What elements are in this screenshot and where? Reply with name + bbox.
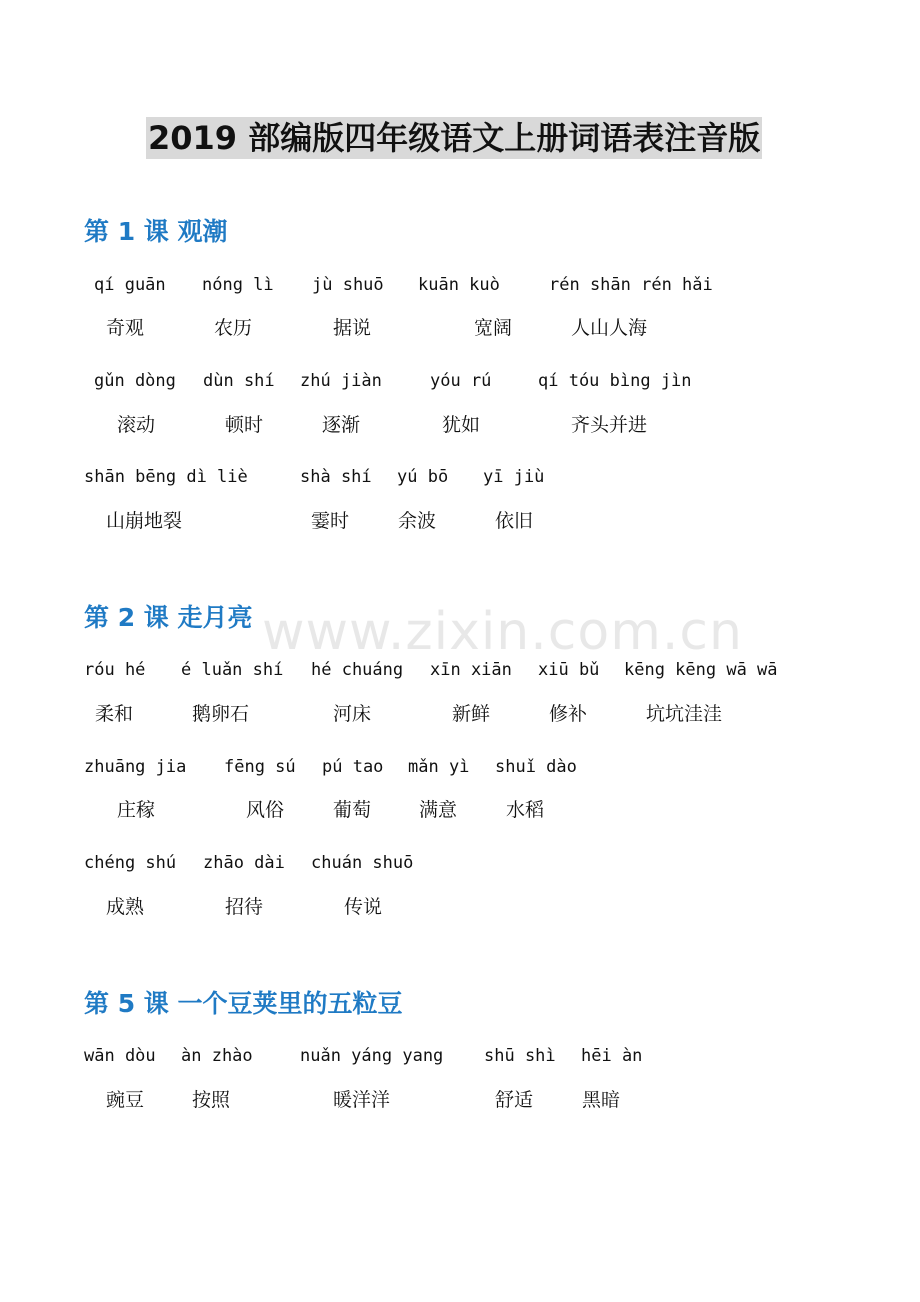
- pinyin: nuǎn yáng yang: [300, 1046, 444, 1066]
- pinyin: zhāo dài: [203, 853, 285, 873]
- pinyin: kuān kuò: [418, 275, 500, 295]
- word: 宽阔: [474, 317, 513, 339]
- word: 新鲜: [452, 703, 491, 725]
- word: 霎时: [311, 510, 350, 532]
- pinyin: àn zhào: [181, 1046, 253, 1066]
- pinyin: kēng kēng wā wā: [624, 660, 778, 680]
- word: 依旧: [495, 510, 534, 532]
- pinyin: shān bēng dì liè: [84, 467, 248, 487]
- pinyin: shuǐ dào: [495, 757, 577, 777]
- pinyin: yī jiù: [483, 467, 545, 487]
- word: 黑暗: [582, 1089, 621, 1111]
- word: 招待: [225, 896, 264, 918]
- pinyin: hé chuáng: [311, 660, 404, 680]
- pinyin: qí guān: [94, 275, 166, 295]
- pinyin: shū shì: [484, 1046, 556, 1066]
- word: 奇观: [106, 317, 145, 339]
- word: 坑坑洼洼: [646, 703, 723, 725]
- word: 传说: [344, 896, 383, 918]
- word: 成熟: [106, 896, 145, 918]
- pinyin: zhuāng jia: [84, 757, 187, 777]
- pinyin: gǔn dòng: [94, 371, 176, 391]
- word: 顿时: [225, 414, 264, 436]
- pinyin: é luǎn shí: [181, 660, 284, 680]
- word: 鹅卵石: [192, 703, 250, 725]
- word: 柔和: [95, 703, 134, 725]
- pinyin: xiū bǔ: [538, 660, 600, 680]
- word: 满意: [419, 799, 458, 821]
- pinyin: nóng lì: [202, 275, 274, 295]
- word: 水稻: [506, 799, 545, 821]
- word: 滚动: [117, 414, 156, 436]
- lesson-heading: 第 2 课 走月亮: [84, 603, 253, 632]
- word: 齐头并进: [571, 414, 648, 436]
- page-title: 2019 部编版四年级语文上册词语表注音版: [148, 119, 761, 157]
- word: 逐渐: [322, 414, 361, 436]
- pinyin: jù shuō: [312, 275, 384, 295]
- word: 犹如: [442, 414, 481, 436]
- pinyin: dùn shí: [203, 371, 275, 391]
- pinyin: xīn xiān: [430, 660, 512, 680]
- word: 葡萄: [333, 799, 372, 821]
- word: 舒适: [495, 1089, 534, 1111]
- pinyin: yú bō: [397, 467, 449, 487]
- pinyin: mǎn yì: [408, 757, 470, 777]
- word: 豌豆: [106, 1089, 145, 1111]
- pinyin: pú tao: [322, 757, 384, 777]
- word: 人山人海: [571, 317, 648, 339]
- word: 山崩地裂: [106, 510, 183, 532]
- watermark: www.zixin.com.cn: [262, 602, 743, 662]
- word: 庄稼: [117, 799, 156, 821]
- word: 暖洋洋: [333, 1089, 391, 1111]
- word: 农历: [214, 317, 253, 339]
- pinyin: chéng shú: [84, 853, 177, 873]
- pinyin: fēng sú: [224, 757, 296, 777]
- word: 风俗: [246, 799, 285, 821]
- pinyin: róu hé: [84, 660, 146, 680]
- word: 余波: [398, 510, 437, 532]
- lesson-heading: 第 1 课 观潮: [84, 217, 228, 246]
- word: 按照: [192, 1089, 231, 1111]
- pinyin: wān dòu: [84, 1046, 156, 1066]
- pinyin: zhú jiàn: [300, 371, 382, 391]
- pinyin: qí tóu bìng jìn: [538, 371, 692, 391]
- pinyin: rén shān rén hǎi: [549, 275, 713, 295]
- word: 河床: [333, 703, 372, 725]
- lesson-heading: 第 5 课 一个豆荚里的五粒豆: [84, 989, 403, 1018]
- word: 据说: [333, 317, 372, 339]
- pinyin: hēi àn: [581, 1046, 643, 1066]
- pinyin: shà shí: [300, 467, 372, 487]
- pinyin: chuán shuō: [311, 853, 414, 873]
- word: 修补: [549, 703, 588, 725]
- pinyin: yóu rú: [430, 371, 492, 391]
